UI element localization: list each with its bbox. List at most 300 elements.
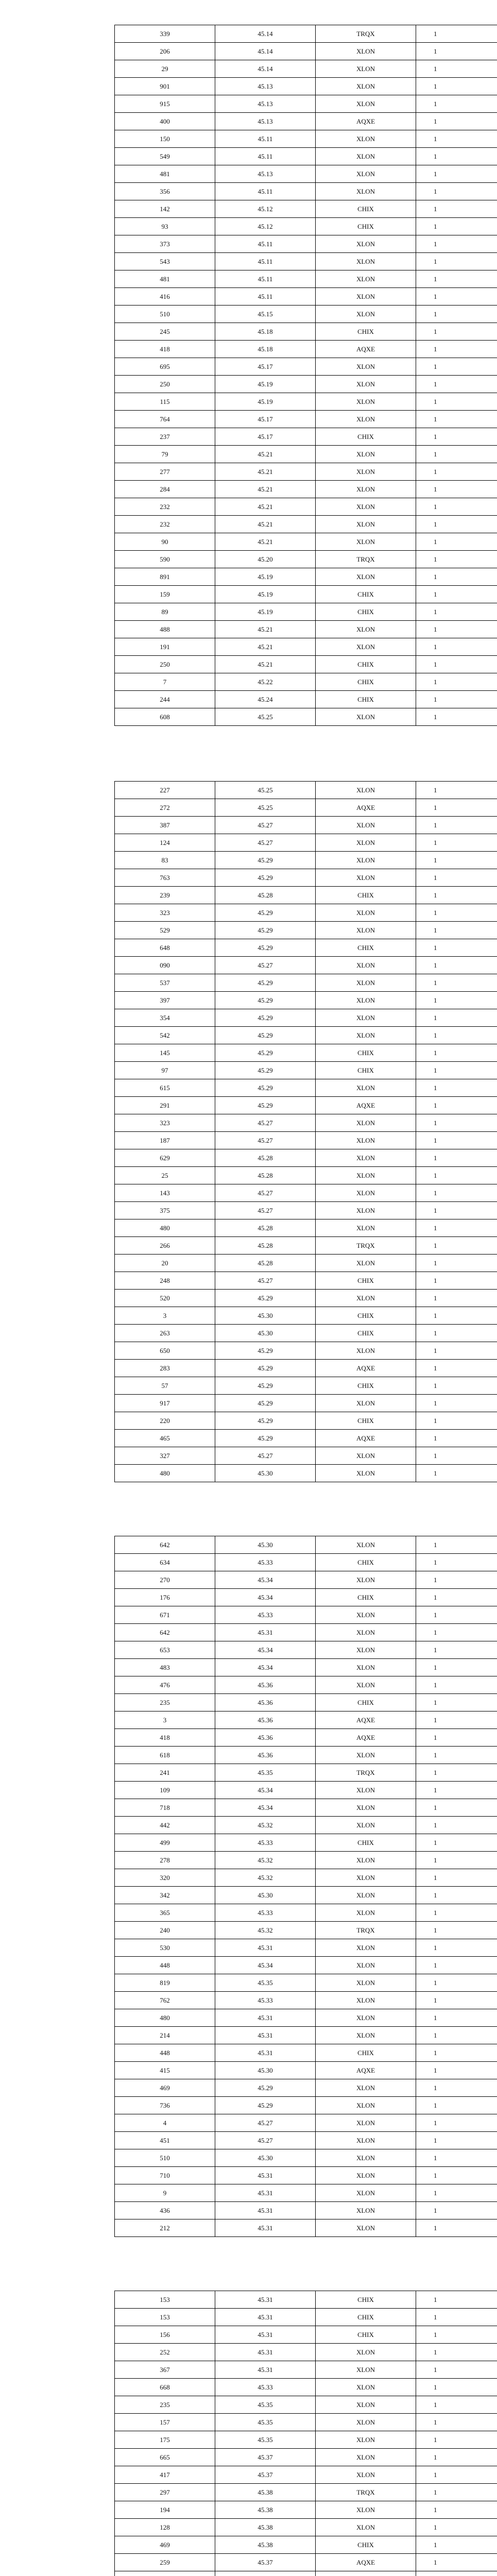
table-row <box>115 904 497 922</box>
volume-cell: 29 <box>115 60 215 78</box>
table-row <box>115 306 497 323</box>
table-row <box>115 1904 497 1922</box>
venue-cell: XLON <box>316 2361 416 2379</box>
extra-cell: 1 <box>416 1624 497 1641</box>
table-row <box>115 992 497 1009</box>
table-row <box>115 1992 497 2009</box>
price-cell: 45.27 <box>215 1114 316 1132</box>
venue-cell: XLON <box>316 498 416 516</box>
price-cell: 45.29 <box>215 1027 316 1044</box>
venue-cell: CHIX <box>316 2291 416 2309</box>
extra-cell: 1 <box>416 2044 497 2062</box>
venue-cell: CHIX <box>316 1377 416 1395</box>
table-row <box>115 2396 497 2414</box>
extra-cell: 1 <box>416 887 497 904</box>
price-cell: 45.34 <box>215 1641 316 1659</box>
price-cell: 45.31 <box>215 1939 316 1957</box>
price-cell: 45.37 <box>215 2466 316 2484</box>
table-row <box>115 358 497 376</box>
volume-cell: 323 <box>115 904 215 922</box>
extra-cell: 1 <box>416 428 497 446</box>
table-row <box>115 1711 497 1729</box>
volume-cell: 252 <box>115 2344 215 2361</box>
venue-cell: XLON <box>316 817 416 834</box>
venue-cell: XLON <box>316 2431 416 2449</box>
table-row <box>115 1571 497 1589</box>
extra-cell: 1 <box>416 1360 497 1377</box>
price-cell: 45.32 <box>215 1852 316 1869</box>
price-cell: 45.21 <box>215 463 316 481</box>
table-row <box>115 2044 497 2062</box>
extra-cell: 1 <box>416 2309 497 2326</box>
venue-cell: CHIX <box>316 1325 416 1342</box>
volume-cell: 157 <box>115 2414 215 2431</box>
table-row <box>115 939 497 957</box>
price-cell: 45.29 <box>215 992 316 1009</box>
venue-cell: CHIX <box>316 1554 416 1571</box>
trade-table <box>114 781 497 1482</box>
volume-cell: 480 <box>115 2009 215 2027</box>
table-row <box>115 200 497 218</box>
price-cell: 45.19 <box>215 603 316 621</box>
extra-cell: 1 <box>416 411 497 428</box>
extra-cell: 1 <box>416 2326 497 2344</box>
venue-cell: TRQX <box>316 1922 416 1939</box>
venue-cell: XLON <box>316 376 416 393</box>
venue-cell: XLON <box>316 1659 416 1676</box>
venue-cell: XLON <box>316 2079 416 2097</box>
price-cell: 45.33 <box>215 2379 316 2396</box>
table-row <box>115 1377 497 1395</box>
volume-cell: 510 <box>115 306 215 323</box>
extra-cell: 1 <box>416 834 497 852</box>
table-row <box>115 1799 497 1817</box>
table-row <box>115 1834 497 1852</box>
venue-cell: TRQX <box>316 25 416 43</box>
venue-cell: TRQX <box>316 1237 416 1255</box>
trade-table <box>114 1536 497 2237</box>
volume-cell: 20 <box>115 1255 215 1272</box>
price-cell: 45.21 <box>215 446 316 463</box>
price-cell: 45.14 <box>215 60 316 78</box>
price-cell: 45.32 <box>215 1922 316 1939</box>
venue-cell: XLON <box>316 1202 416 1219</box>
price-cell: 45.34 <box>215 1782 316 1799</box>
price-cell: 45.29 <box>215 1412 316 1430</box>
table-row <box>115 1167 497 1184</box>
price-cell: 45.27 <box>215 2114 316 2132</box>
price-cell: 45.27 <box>215 1272 316 1290</box>
volume-cell: 648 <box>115 939 215 957</box>
table-row <box>115 603 497 621</box>
price-cell: 45.25 <box>215 782 316 799</box>
volume-cell: 537 <box>115 974 215 992</box>
venue-cell: XLON <box>316 1079 416 1097</box>
venue-cell: XLON <box>316 1342 416 1360</box>
volume-cell: 915 <box>115 95 215 113</box>
extra-cell: 1 <box>416 1377 497 1395</box>
volume-cell: 237 <box>115 428 215 446</box>
volume-cell: 481 <box>115 165 215 183</box>
extra-cell: 1 <box>416 165 497 183</box>
volume-cell: 291 <box>115 1097 215 1114</box>
extra-cell: 1 <box>416 1149 497 1167</box>
extra-cell: 1 <box>416 1307 497 1325</box>
venue-cell: AQXE <box>316 1360 416 1377</box>
volume-cell: 278 <box>115 1852 215 1869</box>
price-cell: 45.37 <box>215 2449 316 2466</box>
table-row <box>115 1079 497 1097</box>
volume-cell: 465 <box>115 1430 215 1447</box>
venue-cell: CHIX <box>316 323 416 341</box>
price-cell: 45.30 <box>215 2062 316 2079</box>
extra-cell: 1 <box>416 2097 497 2114</box>
venue-cell: XLON <box>316 1852 416 1869</box>
table-row <box>115 2414 497 2431</box>
table-row <box>115 2449 497 2466</box>
price-cell: 45.27 <box>215 1132 316 1149</box>
volume-cell: 629 <box>115 1149 215 1167</box>
volume-cell: 235 <box>115 2396 215 2414</box>
extra-cell: 1 <box>416 1764 497 1782</box>
extra-cell: 1 <box>416 1747 497 1764</box>
price-cell: 45.38 <box>215 2519 316 2536</box>
price-cell: 45.28 <box>215 1237 316 1255</box>
table-row <box>115 1430 497 1447</box>
venue-cell: XLON <box>316 2396 416 2414</box>
extra-cell: 1 <box>416 1272 497 1290</box>
price-cell: 45.11 <box>215 235 316 253</box>
price-cell: 45.13 <box>215 78 316 95</box>
table-row <box>115 130 497 148</box>
table-row <box>115 428 497 446</box>
extra-cell: 1 <box>416 922 497 939</box>
table-row <box>115 782 497 799</box>
table-row <box>115 1536 497 1554</box>
volume-cell: 142 <box>115 200 215 218</box>
volume-cell: 375 <box>115 1202 215 1219</box>
volume-cell: 220 <box>115 1412 215 1430</box>
extra-cell: 1 <box>416 2291 497 2309</box>
price-cell: 45.30 <box>215 2149 316 2167</box>
volume-cell: 615 <box>115 1079 215 1097</box>
price-cell: 45.30 <box>215 1887 316 1904</box>
venue-cell: XLON <box>316 2501 416 2519</box>
venue-cell: XLON <box>316 183 416 200</box>
price-cell: 45.29 <box>215 2079 316 2097</box>
extra-cell: 1 <box>416 323 497 341</box>
price-cell: 45.21 <box>215 516 316 533</box>
table-row <box>115 1114 497 1132</box>
price-cell: 45.15 <box>215 306 316 323</box>
volume-cell: 145 <box>115 1044 215 1062</box>
venue-cell: XLON <box>316 1974 416 1992</box>
table-row <box>115 817 497 834</box>
volume-cell: 212 <box>115 2219 215 2237</box>
price-cell: 45.29 <box>215 1044 316 1062</box>
extra-cell: 1 <box>416 25 497 43</box>
venue-cell: XLON <box>316 1009 416 1027</box>
extra-cell: 1 <box>416 1799 497 1817</box>
table-row <box>115 621 497 638</box>
venue-cell: CHIX <box>316 603 416 621</box>
table-row <box>115 376 497 393</box>
extra-cell: 1 <box>416 1711 497 1729</box>
price-cell: 45.36 <box>215 1747 316 1764</box>
price-cell: 45.29 <box>215 2097 316 2114</box>
volume-cell: 79 <box>115 446 215 463</box>
extra-cell: 1 <box>416 992 497 1009</box>
table-row <box>115 2431 497 2449</box>
extra-cell: 1 <box>416 939 497 957</box>
price-cell: 45.28 <box>215 1167 316 1184</box>
price-cell: 45.36 <box>215 1694 316 1711</box>
table-row <box>115 1764 497 1782</box>
venue-cell: XLON <box>316 2097 416 2114</box>
volume-cell: 417 <box>115 2466 215 2484</box>
table-row <box>115 1360 497 1377</box>
venue-cell: CHIX <box>316 2309 416 2326</box>
venue-cell: CHIX <box>316 2044 416 2062</box>
extra-cell: 1 <box>416 95 497 113</box>
table-row <box>115 638 497 656</box>
extra-cell: 1 <box>416 586 497 603</box>
price-cell: 45.29 <box>215 869 316 887</box>
price-cell: 45.34 <box>215 1799 316 1817</box>
extra-cell: 1 <box>416 1641 497 1659</box>
price-cell: 45.31 <box>215 2184 316 2202</box>
extra-cell: 1 <box>416 2396 497 2414</box>
venue-cell: XLON <box>316 2114 416 2132</box>
volume-cell: 665 <box>115 2449 215 2466</box>
venue-cell: XLON <box>316 393 416 411</box>
volume-cell: 668 <box>115 2379 215 2396</box>
volume-cell: 97 <box>115 1062 215 1079</box>
volume-cell: 297 <box>115 2484 215 2501</box>
extra-cell: 1 <box>416 1782 497 1799</box>
price-cell: 45.29 <box>215 1395 316 1412</box>
extra-cell: 1 <box>416 1202 497 1219</box>
venue-cell: XLON <box>316 992 416 1009</box>
price-cell: 45.12 <box>215 200 316 218</box>
volume-cell: 436 <box>115 2202 215 2219</box>
table-row <box>115 446 497 463</box>
price-cell: 45.35 <box>215 2431 316 2449</box>
volume-cell: 448 <box>115 1957 215 1974</box>
volume-cell: 400 <box>115 113 215 130</box>
price-cell: 45.33 <box>215 1904 316 1922</box>
table-row <box>115 2027 497 2044</box>
price-cell: 45.34 <box>215 1659 316 1676</box>
venue-cell: CHIX <box>316 673 416 691</box>
venue-cell: XLON <box>316 2027 416 2044</box>
table-row <box>115 2009 497 2027</box>
extra-cell: 1 <box>416 481 497 498</box>
price-cell: 45.24 <box>215 691 316 708</box>
volume-cell: 248 <box>115 1272 215 1290</box>
table-row <box>115 673 497 691</box>
venue-cell: XLON <box>316 1571 416 1589</box>
extra-cell: 1 <box>416 2132 497 2149</box>
table-row <box>115 1219 497 1237</box>
table-row <box>115 799 497 817</box>
table-row <box>115 1395 497 1412</box>
table-row <box>115 2149 497 2167</box>
price-cell: 45.33 <box>215 1834 316 1852</box>
table-row <box>115 1817 497 1834</box>
venue-cell: XLON <box>316 270 416 288</box>
table-row <box>115 1852 497 1869</box>
venue-cell: CHIX <box>316 428 416 446</box>
venue-cell: CHIX <box>316 1272 416 1290</box>
volume-cell: 762 <box>115 1992 215 2009</box>
venue-cell: TRQX <box>316 551 416 568</box>
extra-cell: 1 <box>416 1554 497 1571</box>
price-cell: 45.29 <box>215 1062 316 1079</box>
table-row <box>115 1747 497 1764</box>
price-cell: 45.27 <box>215 1447 316 1465</box>
price-cell <box>215 2571 316 2576</box>
table-row <box>115 708 497 726</box>
venue-cell: XLON <box>316 1957 416 1974</box>
extra-cell: 1 <box>416 1167 497 1184</box>
price-cell: 45.19 <box>215 586 316 603</box>
table-row <box>115 2519 497 2536</box>
extra-cell: 1 <box>416 621 497 638</box>
price-cell: 45.29 <box>215 1360 316 1377</box>
table-row <box>115 1342 497 1360</box>
table-row <box>115 1447 497 1465</box>
table-row <box>115 1554 497 1571</box>
extra-cell: 1 <box>416 2379 497 2396</box>
table-row <box>115 2062 497 2079</box>
price-cell: 45.17 <box>215 358 316 376</box>
volume-cell: 250 <box>115 376 215 393</box>
venue-cell: XLON <box>316 922 416 939</box>
extra-cell <box>416 2571 497 2576</box>
venue-cell: XLON <box>316 708 416 726</box>
extra-cell: 1 <box>416 113 497 130</box>
extra-cell: 1 <box>416 2449 497 2466</box>
volume-cell: 653 <box>115 1641 215 1659</box>
extra-cell: 1 <box>416 1536 497 1554</box>
extra-cell: 1 <box>416 1957 497 1974</box>
venue-cell: XLON <box>316 1536 416 1554</box>
extra-cell: 1 <box>416 2167 497 2184</box>
venue-cell: CHIX <box>316 1307 416 1325</box>
volume-cell: 763 <box>115 869 215 887</box>
volume-cell: 9 <box>115 2184 215 2202</box>
venue-cell: XLON <box>316 2009 416 2027</box>
table-row <box>115 1202 497 1219</box>
volume-cell: 150 <box>115 130 215 148</box>
table-row <box>115 1325 497 1342</box>
price-cell: 45.27 <box>215 1184 316 1202</box>
table-row <box>115 2344 497 2361</box>
venue-cell: XLON <box>316 869 416 887</box>
price-cell: 45.29 <box>215 922 316 939</box>
extra-cell: 1 <box>416 1412 497 1430</box>
volume-cell: 469 <box>115 2536 215 2554</box>
volume-cell: 259 <box>115 2554 215 2571</box>
volume-cell: 339 <box>115 25 215 43</box>
venue-cell: XLON <box>316 834 416 852</box>
volume-cell: 917 <box>115 1395 215 1412</box>
extra-cell: 1 <box>416 78 497 95</box>
venue-cell: XLON <box>316 1939 416 1957</box>
table-row <box>115 2484 497 2501</box>
volume-cell: 3 <box>115 1711 215 1729</box>
price-cell: 45.11 <box>215 253 316 270</box>
trade-table-2 <box>114 781 497 1482</box>
extra-cell: 1 <box>416 2554 497 2571</box>
venue-cell: XLON <box>316 621 416 638</box>
table-row <box>115 2184 497 2202</box>
venue-cell: XLON <box>316 481 416 498</box>
table-row <box>115 218 497 235</box>
venue-cell: AQXE <box>316 799 416 817</box>
table-row <box>115 288 497 306</box>
extra-cell: 1 <box>416 1904 497 1922</box>
volume-cell: 481 <box>115 270 215 288</box>
price-cell: 45.30 <box>215 1536 316 1554</box>
venue-cell: XLON <box>316 288 416 306</box>
table-row <box>115 1237 497 1255</box>
price-cell: 45.21 <box>215 533 316 551</box>
venue-cell: XLON <box>316 1167 416 1184</box>
venue-cell: XLON <box>316 235 416 253</box>
volume-cell: 241 <box>115 1764 215 1782</box>
price-cell: 45.21 <box>215 656 316 673</box>
extra-cell: 1 <box>416 2414 497 2431</box>
extra-cell: 1 <box>416 1430 497 1447</box>
volume-cell: 418 <box>115 341 215 358</box>
extra-cell: 1 <box>416 869 497 887</box>
extra-cell: 1 <box>416 376 497 393</box>
extra-cell: 1 <box>416 852 497 869</box>
table-row <box>115 568 497 586</box>
table-row <box>115 1132 497 1149</box>
price-cell: 45.35 <box>215 1764 316 1782</box>
venue-cell: XLON <box>316 306 416 323</box>
volume-cell: 4 <box>115 2114 215 2132</box>
venue-cell: CHIX <box>316 1412 416 1430</box>
price-cell: 45.31 <box>215 2361 316 2379</box>
table-row <box>115 1659 497 1676</box>
extra-cell: 1 <box>416 656 497 673</box>
extra-cell: 1 <box>416 2149 497 2167</box>
extra-cell: 1 <box>416 603 497 621</box>
extra-cell: 1 <box>416 1325 497 1342</box>
volume-cell: 232 <box>115 498 215 516</box>
price-cell: 45.22 <box>215 673 316 691</box>
volume-cell: 143 <box>115 1184 215 1202</box>
volume-cell: 642 <box>115 1536 215 1554</box>
table-row <box>115 2309 497 2326</box>
venue-cell: AQXE <box>316 1097 416 1114</box>
price-cell: 45.28 <box>215 1149 316 1167</box>
volume-cell: 542 <box>115 1027 215 1044</box>
volume-cell: 89 <box>115 603 215 621</box>
table-row <box>115 2114 497 2132</box>
extra-cell: 1 <box>416 799 497 817</box>
volume-cell: 634 <box>115 1554 215 1571</box>
volume-cell: 342 <box>115 1887 215 1904</box>
table-row <box>115 1624 497 1641</box>
volume-cell: 245 <box>115 323 215 341</box>
price-cell: 45.19 <box>215 393 316 411</box>
extra-cell: 1 <box>416 2219 497 2237</box>
